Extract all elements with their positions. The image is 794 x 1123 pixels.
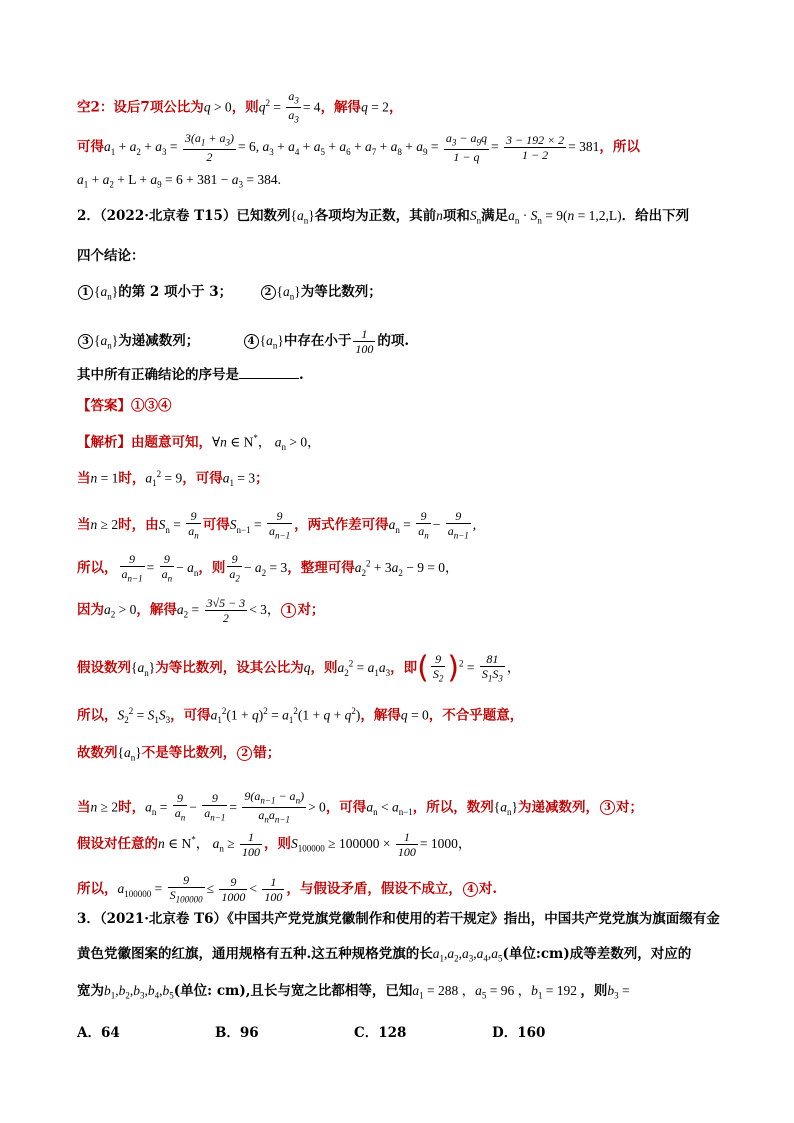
analysis-line-5: 因为$a_2 > 0$，解得$a_2$ = $\frac{3√5 - 3}{2}$ < 3， 1 对； — [77, 596, 325, 625]
analysis-line-11: 所以，$a_{100000}$ = $\frac{9}{S_{100000}}$ ≤ $\frac{9}{1000}$ < $\frac{1}{100}$ ，与假设矛盾，假设不成立， 4 对. — [77, 873, 498, 905]
analysis-line-9: 当n ≥ 2时，$a_n$ = $\frac{9}{a_n}$ − $\frac{9}{a_{n-1}}$ = $\frac{9(a_{n-1} - a_n)}{a_na_{n-1}}$ > 0，可得$a_n < a_{n-1}$，所以，数列$\{a_n\}$为递减数列， 3 对； — [77, 789, 643, 825]
analysis-line-2: 当n = 1时，$a_1^2 = 9$，可得$a_1 = 3$； — [77, 469, 269, 489]
blank2-label: 空2： — [77, 99, 114, 116]
analysis-line-3: 当n ≥ 2时，由$S_n$ = $\frac{9}{a_n}$ 可得$S_{n-1}$ = $\frac{9}{a_{n-1}}$ ，两式作差可得$a_n$ = $\frac{9}{a_n}$ − $\frac{9}{a_{n-1}}$ , — [77, 509, 477, 541]
analysis-line-4: 所以， $\frac{9}{a_{n-1}}$ = $\frac{9}{a_n}$ − $a_n$，则 $\frac{9}{a_2}$ − $a_2 = 3$，整理可得$a_2^2 + 3a_2 - 9 = 0$， — [77, 552, 459, 584]
answer-tag: 【答案】 — [77, 398, 131, 414]
option-a[interactable]: A．64 — [77, 1025, 120, 1041]
analysis-line-1: 【解析】由题意可知，∀n ∈ N*， $a_n > 0$， — [77, 433, 321, 453]
analysis-line-7: 所以，$S_2^2 = S_1S_3$，可得$a_1^2(1 + q)^2 = a_1^2(1 + q + q^2)$，解得q = 0，不合乎题意， — [77, 706, 524, 726]
blank2-sum: $a_1 + a_2 + L + a_9 = 6 + 381 - a_3 = 384$. — [77, 172, 281, 190]
problem2-header: 2．（2022·北京卷 T15） — [77, 208, 237, 224]
analysis-line-10: 假设对任意的n ∈ N*， $a_n$ ≥ $\frac{1}{100}$ ，则$S_{100000} \ge 100000$ × $\frac{1}{100}$ = 1000， — [77, 830, 472, 859]
option-c[interactable]: C．128 — [354, 1025, 407, 1041]
problem3-line3: 宽为$b_1,b_2,b_3,b_4,b_5$(单位: cm),且长与宽之比都相等，已知$a_1 = 288$ ，$a_5 = 96$ ，$b_1 = 192$ ，则$b_3$ = — [77, 983, 630, 1001]
conclusion-3-4: 3 $\{a_n\}$为递减数列； 4 $\{a_n\}$中存在小于 $\frac{1}{100}$ 的项. — [77, 327, 409, 356]
answer-value: ①③④ — [131, 398, 172, 414]
problem3-line2: 黄色党徽图案的红旗，通用规格有五种.这五种规格党旗的长$a_1,a_2,a_3,a_4,a_5$(单位:cm)成等差数列，对应的 — [77, 946, 692, 964]
problem2-line2: 四个结论： — [77, 248, 145, 264]
problem2-ask: 其中所有正确结论的序号是 . — [77, 367, 304, 383]
option-b[interactable]: B．96 — [215, 1025, 259, 1041]
analysis-line-6: 假设数列$\{a_n\}$为等比数列，设其公比为q，则$a_2^2 = a_1a_3$，即( $\frac{9}{S_2}$ )$^2$ = $\frac{81}{S_1S_3}$ ， — [77, 650, 521, 686]
analysis-tag: 【解析】 — [77, 434, 131, 451]
answer-blank[interactable] — [239, 366, 299, 379]
blank2-line: 空2：设后7项公比为q > 0，则$q^2$ = $\frac{a_3}{a_3}$ = 4，解得q = 2， — [77, 89, 403, 125]
problem3-header: 3．（2021·北京卷 T6） — [77, 911, 228, 927]
problem3-line1: 3．（2021·北京卷 T6）《中国共产党党旗党徽制作和使用的若干规定》指出，中国共产党党旗为旗面缀有金 — [77, 911, 720, 927]
blank2-conclusion: 可得$a_1 + a_2 + a_3$ = $\frac{3(a_1 + a_3)}{2}$ = 6, $a_3 + a_4 + a_5 + a_6 + a_7 + a_8 + a_9$ = $\frac{a_3 - a_9q}{1 - q}$ = $\frac{3 - 192 \times 2}{1 - 2}$ = 381，所以 — [77, 131, 640, 165]
answer-line — [77, 398, 172, 414]
problem2-stem: 2．（2022·北京卷 T15）已知数列$\{a_n\}$各项均为正数，其前n项和$S_n$满足$a_n \cdot S_n = 9(n = 1,2,L)$．给出下列 — [77, 208, 690, 226]
analysis-line-8: 故数列$\{a_n\}$不是等比数列， 2 错； — [77, 745, 281, 763]
option-d[interactable]: D．160 — [492, 1025, 546, 1041]
conclusion-1-2: 1 $\{a_n\}$的第 2 项小于 3； 2 $\{a_n\}$为等比数列； — [77, 284, 382, 305]
